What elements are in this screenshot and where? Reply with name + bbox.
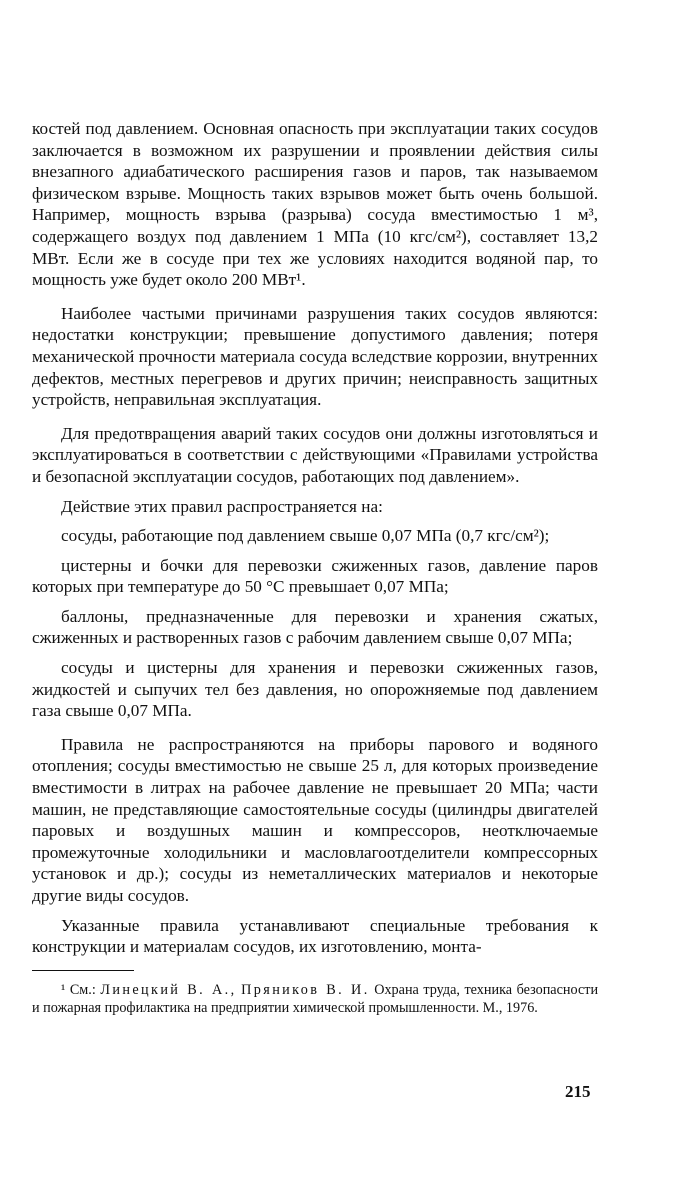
page-body	[32, 118, 598, 1017]
paragraph-1: костей под давлением. Основная опасность при эксплуатации таких сосудов заключается в возможном их разрушении и проявлении действия силы внезапного адиабатического расширения газов и паров, так называемом физическом взрыве. Мощность таких взрывов может быть очень большой. Например, мощность взрыва (разрыва) сосуда вместимостью 1 м³, содержащего воздух под давлением 1 МПа (10 кгс/см²), составляет 13,2 МВт. Если же в сосуде при тех же условиях находится водяной пар, то мощность уже будет около 200 МВт¹.	[32, 119, 598, 290]
page-number: 215	[565, 1082, 591, 1101]
paragraph-6: Указанные правила устанавливают специальные требования к конструкции и материалам сосудов, их изготовлению, монта-	[32, 915, 598, 957]
list-item-3: баллоны, предназначенные для перевозки и хранения сжатых, сжиженных и растворенных газов с рабочим давлением свыше 0,07 МПа;	[32, 606, 598, 648]
footnote-author-1: Линецкий В. А.,	[100, 981, 237, 998]
paragraph-5: Правила не распространяются на приборы парового и водяного отопления; сосуды вместимостью не свыше 25 л, для которых произведение вместимости в литрах на рабочее давление не превышает 20 МПа; части машин, не представляющие самостоятельные сосуды (цилиндры двигателей паровых и воздушных машин и компрессоров, неотключаемые промежуточные холодильники и масловлагоотделители компрессорных установок и др.); сосуды из неметаллических материалов и некоторые другие виды сосудов.	[32, 734, 598, 905]
list-item-2: цистерны и бочки для перевозки сжиженных газов, давление паров которых при температуре до 50 °С превышает 0,07 МПа;	[32, 555, 598, 597]
footnote-author-2: Пряников В. И.	[241, 981, 370, 998]
footnote	[32, 981, 598, 1017]
list-item-1: сосуды, работающие под давлением свыше 0,07 МПа (0,7 кгс/см²);	[61, 526, 550, 546]
footnote-text: Охрана труда, техника безопасности и пожарная профилактика на предприятии химической промышленности. М., 1976.	[32, 981, 599, 1016]
footnote-marker: ¹	[61, 981, 66, 998]
paragraph-3: Для предотвращения аварий таких сосудов они должны изготовляться и эксплуатироваться в соответствии с действующими «Правилами устройства и безопасной эксплуатации сосудов, работающих под давлением».	[32, 423, 598, 486]
paragraph-4: Действие этих правил распространяется на:	[61, 496, 383, 516]
paragraph-2: Наиболее частыми причинами разрушения таких сосудов являются: недостатки конструкции; превышение допустимого давления; потеря механической прочности материала сосуда вследствие коррозии, внутренних дефектов, местных перегревов и других причин; неисправность защитных устройств, неправильная эксплуатация.	[32, 303, 598, 410]
footnote-rule	[32, 970, 134, 971]
list-item-4: сосуды и цистерны для хранения и перевозки сжиженных газов, жидкостей и сыпучих тел без давления, но опорожняемые под давлением газа свыше 0,07 МПа.	[32, 658, 598, 721]
footnote-prefix: См.:	[69, 981, 96, 998]
